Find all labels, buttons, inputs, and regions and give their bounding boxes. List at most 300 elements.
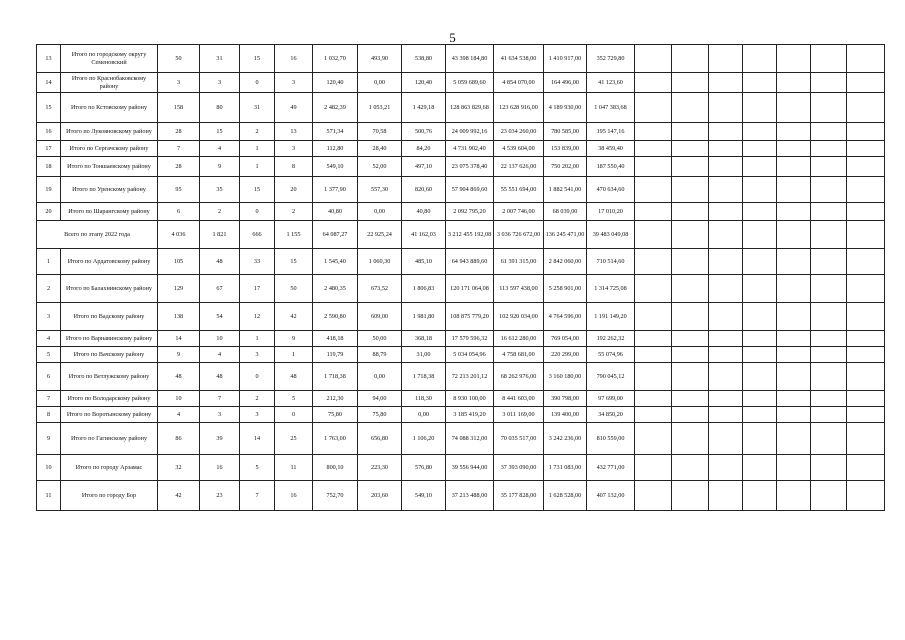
table-cell: 5 — [240, 455, 275, 481]
row-number: 16 — [37, 123, 61, 141]
table-cell: 4 — [200, 141, 240, 157]
empty-cell — [635, 93, 672, 123]
empty-cell — [672, 391, 709, 407]
table-cell: 16 — [275, 45, 313, 73]
table-cell: 112,80 — [313, 141, 358, 157]
table-cell: 1 628 528,00 — [544, 481, 587, 511]
table-row — [37, 391, 885, 407]
empty-cell — [709, 331, 743, 347]
table-cell: 407 132,00 — [587, 481, 635, 511]
empty-cell — [777, 249, 811, 275]
table-cell: 31,00 — [402, 347, 446, 363]
empty-cell — [709, 275, 743, 303]
table-cell: 120 171 064,08 — [446, 275, 494, 303]
empty-cell — [709, 481, 743, 511]
empty-cell — [777, 407, 811, 423]
empty-cell — [635, 203, 672, 221]
table-cell: 4 764 596,00 — [544, 303, 587, 331]
empty-cell — [777, 203, 811, 221]
row-number: 7 — [37, 391, 61, 407]
empty-cell — [777, 157, 811, 177]
row-number: 1 — [37, 249, 61, 275]
table-cell: 500,76 — [402, 123, 446, 141]
empty-cell — [777, 423, 811, 455]
table-cell: 3 — [158, 73, 200, 93]
empty-cell — [635, 249, 672, 275]
table-cell: 1 155 — [275, 221, 313, 249]
table-row — [37, 423, 885, 455]
empty-cell — [743, 203, 777, 221]
empty-cell — [847, 203, 885, 221]
table-cell: 4 539 604,00 — [494, 141, 544, 157]
empty-cell — [743, 347, 777, 363]
empty-cell — [777, 331, 811, 347]
empty-cell — [847, 407, 885, 423]
empty-cell — [635, 391, 672, 407]
empty-cell — [672, 481, 709, 511]
empty-cell — [743, 423, 777, 455]
table-cell: 120,40 — [402, 73, 446, 93]
table-cell: 549,10 — [402, 481, 446, 511]
table-cell: 0 — [240, 363, 275, 391]
row-name: Итого по Гагинскому району — [61, 423, 158, 455]
table-row — [37, 481, 885, 511]
table-cell: 9 — [200, 157, 240, 177]
table-cell: 70 035 517,00 — [494, 423, 544, 455]
table-cell: 86 — [158, 423, 200, 455]
table-cell: 39 — [200, 423, 240, 455]
empty-cell — [847, 347, 885, 363]
empty-cell — [672, 177, 709, 203]
row-name: Итого по Краснобаковскому району — [61, 73, 158, 93]
table-cell: 9 — [158, 347, 200, 363]
empty-cell — [672, 423, 709, 455]
table-cell: 192 262,32 — [587, 331, 635, 347]
table-cell: 0,00 — [358, 73, 402, 93]
empty-cell — [635, 177, 672, 203]
row-number: 17 — [37, 141, 61, 157]
row-name: Итого по Вадскому району — [61, 303, 158, 331]
table-cell: 4 731 902,40 — [446, 141, 494, 157]
table-cell: 52,00 — [358, 157, 402, 177]
table-row — [37, 275, 885, 303]
table-cell: 42 — [158, 481, 200, 511]
empty-cell — [672, 303, 709, 331]
table-cell: 16 — [200, 455, 240, 481]
table-cell: 14 — [158, 331, 200, 347]
empty-cell — [635, 331, 672, 347]
empty-cell — [743, 177, 777, 203]
empty-cell — [709, 141, 743, 157]
table-cell: 42 — [275, 303, 313, 331]
table-cell: 820,60 — [402, 177, 446, 203]
empty-cell — [709, 45, 743, 73]
table-cell: 673,52 — [358, 275, 402, 303]
empty-cell — [672, 221, 709, 249]
empty-cell — [709, 303, 743, 331]
table-cell: 102 920 034,00 — [494, 303, 544, 331]
row-name: Итого по Кстовскому району — [61, 93, 158, 123]
empty-cell — [847, 391, 885, 407]
table-cell: 41 634 538,00 — [494, 45, 544, 73]
table-cell: 20 — [275, 177, 313, 203]
table-cell: 15 — [240, 45, 275, 73]
table-row — [37, 347, 885, 363]
table-cell: 5 034 054,96 — [446, 347, 494, 363]
table-cell: 136 245 471,00 — [544, 221, 587, 249]
table-cell: 128 863 829,68 — [446, 93, 494, 123]
table-cell: 54 — [200, 303, 240, 331]
table-cell: 39 483 049,08 — [587, 221, 635, 249]
row-name: Итого по городскому округу Семеновский — [61, 45, 158, 73]
empty-cell — [743, 93, 777, 123]
table-cell: 48 — [200, 363, 240, 391]
table-cell: 17 010,20 — [587, 203, 635, 221]
table-cell: 22 137 626,00 — [494, 157, 544, 177]
empty-cell — [672, 249, 709, 275]
row-number: 15 — [37, 93, 61, 123]
row-name: Итого по Воротынскому району — [61, 407, 158, 423]
empty-cell — [743, 249, 777, 275]
empty-cell — [672, 93, 709, 123]
empty-cell — [709, 249, 743, 275]
empty-cell — [709, 363, 743, 391]
table-cell: 1 763,00 — [313, 423, 358, 455]
table-cell: 2 482,39 — [313, 93, 358, 123]
table-cell: 48 — [200, 249, 240, 275]
empty-cell — [847, 455, 885, 481]
table-cell: 41 123,60 — [587, 73, 635, 93]
table-cell: 1 718,38 — [402, 363, 446, 391]
table-cell: 48 — [275, 363, 313, 391]
row-number: 19 — [37, 177, 61, 203]
table-cell: 120,40 — [313, 73, 358, 93]
row-number: 13 — [37, 45, 61, 73]
empty-cell — [743, 73, 777, 93]
table-cell: 1 — [275, 347, 313, 363]
table-cell: 64 943 889,60 — [446, 249, 494, 275]
table-cell: 28 — [158, 123, 200, 141]
table-cell: 1 731 083,00 — [544, 455, 587, 481]
empty-cell — [847, 423, 885, 455]
table-cell: 7 — [200, 391, 240, 407]
empty-cell — [811, 363, 847, 391]
row-name: Итого по Ардатовскому району — [61, 249, 158, 275]
empty-cell — [743, 221, 777, 249]
table-cell: 31 — [200, 45, 240, 73]
table-cell: 70,58 — [358, 123, 402, 141]
empty-cell — [709, 123, 743, 141]
table-cell: 24 009 992,16 — [446, 123, 494, 141]
empty-cell — [811, 141, 847, 157]
table-cell: 2 842 060,00 — [544, 249, 587, 275]
empty-cell — [635, 123, 672, 141]
empty-cell — [777, 141, 811, 157]
table-cell: 17 — [240, 275, 275, 303]
table-cell: 48 — [158, 363, 200, 391]
empty-cell — [635, 141, 672, 157]
empty-cell — [811, 93, 847, 123]
table-cell: 750 202,00 — [544, 157, 587, 177]
empty-cell — [635, 157, 672, 177]
table-cell: 15 — [200, 123, 240, 141]
table-row — [37, 203, 885, 221]
empty-cell — [672, 363, 709, 391]
table-cell: 23 034 260,00 — [494, 123, 544, 141]
empty-cell — [811, 157, 847, 177]
table-cell: 35 177 828,00 — [494, 481, 544, 511]
empty-cell — [635, 363, 672, 391]
row-number: 6 — [37, 363, 61, 391]
table-cell: 15 — [240, 177, 275, 203]
empty-cell — [709, 347, 743, 363]
empty-cell — [709, 423, 743, 455]
table-cell: 800,10 — [313, 455, 358, 481]
table-cell: 28,40 — [358, 141, 402, 157]
table-cell: 67 — [200, 275, 240, 303]
table-cell: 11 — [275, 455, 313, 481]
table-cell: 95 — [158, 177, 200, 203]
row-name: Итого по Варнавинскому району — [61, 331, 158, 347]
table-cell: 1 882 541,00 — [544, 177, 587, 203]
empty-cell — [635, 347, 672, 363]
table-cell: 1 821 — [200, 221, 240, 249]
table-cell: 576,80 — [402, 455, 446, 481]
table-cell: 80 — [200, 93, 240, 123]
empty-cell — [672, 455, 709, 481]
table-cell: 1 — [240, 331, 275, 347]
table-cell: 75,80 — [358, 407, 402, 423]
empty-cell — [811, 347, 847, 363]
empty-cell — [635, 275, 672, 303]
row-number: 2 — [37, 275, 61, 303]
empty-cell — [847, 363, 885, 391]
empty-cell — [847, 481, 885, 511]
table-cell: 769 054,00 — [544, 331, 587, 347]
row-number: 9 — [37, 423, 61, 455]
table-cell: 497,10 — [402, 157, 446, 177]
table-cell: 22 925,24 — [358, 221, 402, 249]
empty-cell — [811, 391, 847, 407]
table-cell: 1 — [240, 141, 275, 157]
table-cell: 666 — [240, 221, 275, 249]
empty-cell — [811, 221, 847, 249]
table-cell: 7 — [240, 481, 275, 511]
empty-cell — [672, 45, 709, 73]
table-cell: 2 — [275, 203, 313, 221]
empty-cell — [635, 407, 672, 423]
table-cell: 5 059 689,60 — [446, 73, 494, 93]
table-row — [37, 221, 885, 249]
empty-cell — [672, 347, 709, 363]
table-cell: 609,00 — [358, 303, 402, 331]
empty-cell — [811, 407, 847, 423]
empty-cell — [777, 455, 811, 481]
table-cell: 84,20 — [402, 141, 446, 157]
empty-cell — [709, 407, 743, 423]
table-cell: 810 559,00 — [587, 423, 635, 455]
empty-cell — [811, 73, 847, 93]
empty-cell — [811, 303, 847, 331]
table-cell: 0,00 — [358, 203, 402, 221]
empty-cell — [743, 157, 777, 177]
table-cell: 15 — [275, 249, 313, 275]
empty-cell — [811, 481, 847, 511]
empty-cell — [847, 157, 885, 177]
table-cell: 37 213 488,00 — [446, 481, 494, 511]
empty-cell — [811, 455, 847, 481]
table-cell: 4 — [200, 347, 240, 363]
table-cell: 1 032,70 — [313, 45, 358, 73]
table-cell: 1 053,21 — [358, 93, 402, 123]
table-row — [37, 331, 885, 347]
table-cell: 3 242 236,00 — [544, 423, 587, 455]
table-cell: 418,18 — [313, 331, 358, 347]
table-cell: 43 398 184,80 — [446, 45, 494, 73]
table-cell: 0 — [240, 203, 275, 221]
empty-cell — [743, 275, 777, 303]
empty-cell — [672, 331, 709, 347]
empty-cell — [847, 249, 885, 275]
table-cell: 74 088 312,00 — [446, 423, 494, 455]
empty-cell — [743, 141, 777, 157]
empty-cell — [635, 45, 672, 73]
empty-cell — [635, 221, 672, 249]
table-cell: 8 441 603,00 — [494, 391, 544, 407]
table-row — [37, 157, 885, 177]
table-cell: 34 850,20 — [587, 407, 635, 423]
table-cell: 153 839,00 — [544, 141, 587, 157]
table-cell: 3 — [240, 407, 275, 423]
empty-cell — [743, 303, 777, 331]
row-name: Итого по Шарангскому району — [61, 203, 158, 221]
table-cell: 8 930 100,00 — [446, 391, 494, 407]
empty-cell — [811, 331, 847, 347]
report-table — [36, 44, 885, 511]
table-cell: 10 — [158, 391, 200, 407]
table-cell: 12 — [240, 303, 275, 331]
table-cell: 3 — [240, 347, 275, 363]
empty-cell — [743, 407, 777, 423]
table-cell: 41 162,03 — [402, 221, 446, 249]
empty-cell — [672, 141, 709, 157]
empty-cell — [743, 481, 777, 511]
table-row — [37, 249, 885, 275]
table-cell: 0,00 — [358, 363, 402, 391]
table-cell: 35 — [200, 177, 240, 203]
empty-cell — [709, 93, 743, 123]
table-cell: 3 160 180,00 — [544, 363, 587, 391]
table-cell: 3 — [275, 141, 313, 157]
empty-cell — [811, 249, 847, 275]
table-cell: 1 981,80 — [402, 303, 446, 331]
empty-cell — [847, 45, 885, 73]
row-name: Итого по Ветлужскому району — [61, 363, 158, 391]
empty-cell — [847, 123, 885, 141]
empty-cell — [777, 347, 811, 363]
table-cell: 2 — [240, 123, 275, 141]
table-cell: 187 550,40 — [587, 157, 635, 177]
row-name: Всего по этапу 2022 года — [37, 221, 158, 249]
table-cell: 129 — [158, 275, 200, 303]
table-cell: 28 — [158, 157, 200, 177]
empty-cell — [743, 45, 777, 73]
empty-cell — [847, 331, 885, 347]
table-cell: 3 212 455 192,08 — [446, 221, 494, 249]
table-cell: 470 634,60 — [587, 177, 635, 203]
table-row — [37, 141, 885, 157]
table-cell: 220 299,00 — [544, 347, 587, 363]
table-cell: 139 400,00 — [544, 407, 587, 423]
table-body — [37, 45, 885, 511]
table-row — [37, 363, 885, 391]
table-cell: 9 — [275, 331, 313, 347]
table-cell: 1 060,30 — [358, 249, 402, 275]
empty-cell — [709, 73, 743, 93]
empty-cell — [672, 73, 709, 93]
empty-cell — [743, 363, 777, 391]
empty-cell — [635, 481, 672, 511]
empty-cell — [847, 177, 885, 203]
table-cell: 790 045,12 — [587, 363, 635, 391]
table-cell: 780 585,00 — [544, 123, 587, 141]
table-cell: 17 579 596,32 — [446, 331, 494, 347]
table-cell: 113 597 438,00 — [494, 275, 544, 303]
table-row — [37, 45, 885, 73]
empty-cell — [777, 73, 811, 93]
table-cell: 212,30 — [313, 391, 358, 407]
table-cell: 2 480,35 — [313, 275, 358, 303]
empty-cell — [777, 177, 811, 203]
table-cell: 1 410 917,00 — [544, 45, 587, 73]
row-number: 4 — [37, 331, 61, 347]
row-number: 10 — [37, 455, 61, 481]
table-cell: 14 — [240, 423, 275, 455]
row-name: Итого по Сергачскому району — [61, 141, 158, 157]
empty-cell — [847, 141, 885, 157]
empty-cell — [777, 93, 811, 123]
empty-cell — [847, 73, 885, 93]
table-cell: 195 147,16 — [587, 123, 635, 141]
table-cell: 40,80 — [313, 203, 358, 221]
table-cell: 549,10 — [313, 157, 358, 177]
table-cell: 72 213 201,12 — [446, 363, 494, 391]
row-name: Итого по Балахнинскому району — [61, 275, 158, 303]
empty-cell — [777, 303, 811, 331]
table-cell: 50,00 — [358, 331, 402, 347]
empty-cell — [672, 123, 709, 141]
table-cell: 5 258 901,00 — [544, 275, 587, 303]
table-cell: 119,79 — [313, 347, 358, 363]
table-cell: 97 699,00 — [587, 391, 635, 407]
table-cell: 0 — [275, 407, 313, 423]
table-row — [37, 73, 885, 93]
table-cell: 13 — [275, 123, 313, 141]
table-cell: 8 — [275, 157, 313, 177]
empty-cell — [672, 157, 709, 177]
table-cell: 68 262 976,00 — [494, 363, 544, 391]
table-cell: 432 771,00 — [587, 455, 635, 481]
table-cell: 656,80 — [358, 423, 402, 455]
table-cell: 49 — [275, 93, 313, 123]
table-cell: 108 875 779,20 — [446, 303, 494, 331]
table-cell: 55 074,96 — [587, 347, 635, 363]
empty-cell — [635, 455, 672, 481]
table-cell: 493,90 — [358, 45, 402, 73]
empty-cell — [743, 455, 777, 481]
empty-cell — [709, 221, 743, 249]
table-cell: 1 429,18 — [402, 93, 446, 123]
